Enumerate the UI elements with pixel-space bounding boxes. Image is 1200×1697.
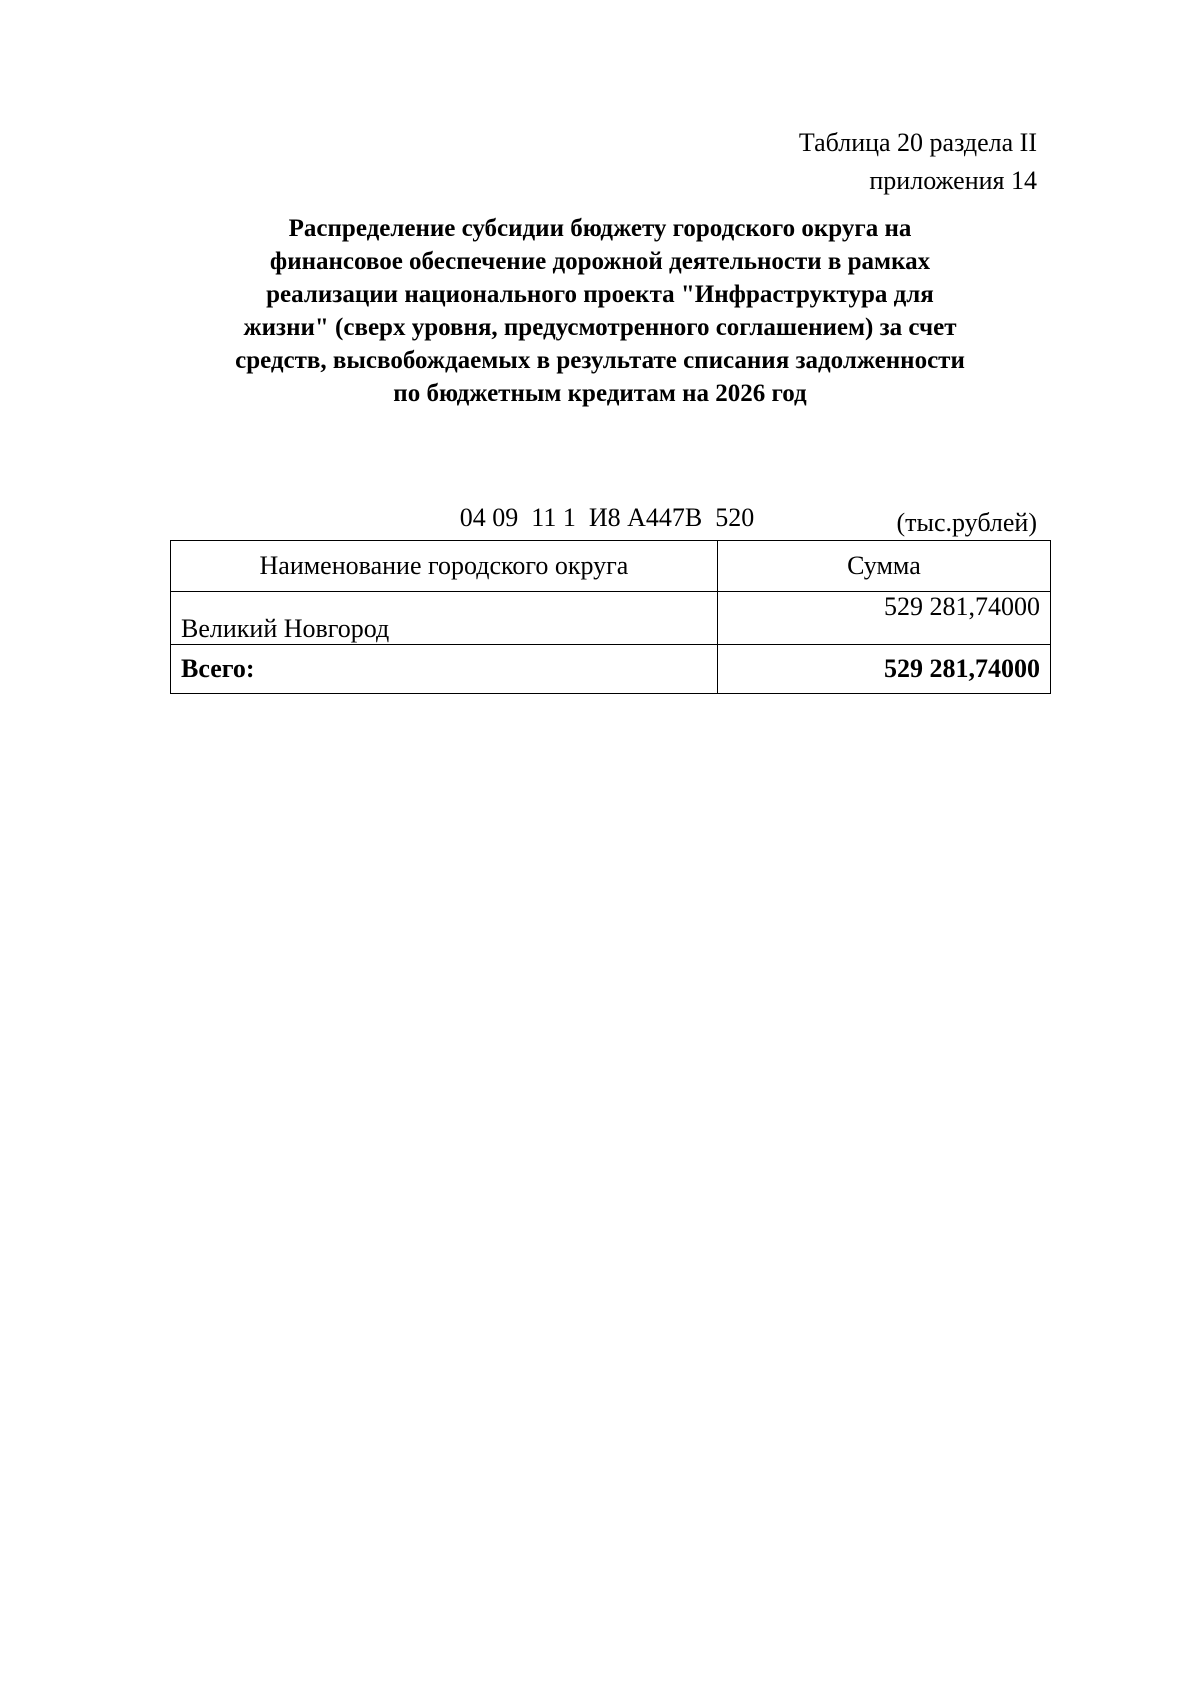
title-line: Распределение субсидии бюджету городского округа на xyxy=(288,215,912,242)
row-sum-cell: 529 281,74000 xyxy=(717,592,1050,645)
title-line: средств, высвобождаемых в результате списания задолженности xyxy=(235,347,965,374)
total-sum-cell: 529 281,74000 xyxy=(717,645,1050,694)
table-row xyxy=(171,592,1051,645)
title-line: по бюджетным кредитам на 2026 год xyxy=(393,380,807,407)
budget-code: 04 09 11 1 И8 А447В 520 xyxy=(459,503,755,532)
total-row xyxy=(171,645,1051,694)
table-ref-line-2: приложения 14 xyxy=(869,166,1037,195)
title-line: жизни" (сверх уровня, предусмотренного соглашением) за счет xyxy=(243,314,957,341)
title-line: реализации национального проекта "Инфраструктура для xyxy=(266,281,934,308)
table-reference xyxy=(799,124,1037,200)
distribution-table xyxy=(170,540,1051,694)
header-sum-cell: Сумма xyxy=(717,541,1050,592)
document-title xyxy=(170,212,1030,410)
total-label-cell: Всего: xyxy=(171,645,718,694)
table-ref-line-1: Таблица 20 раздела II xyxy=(798,128,1037,157)
row-name-cell: Великий Новгород xyxy=(171,592,718,645)
table-header-row xyxy=(171,541,1051,592)
units-label: (тыс.рублей) xyxy=(896,508,1037,537)
header-name-cell: Наименование городского округа xyxy=(171,541,718,592)
title-line: финансовое обеспечение дорожной деятельности в рамках xyxy=(269,248,931,275)
